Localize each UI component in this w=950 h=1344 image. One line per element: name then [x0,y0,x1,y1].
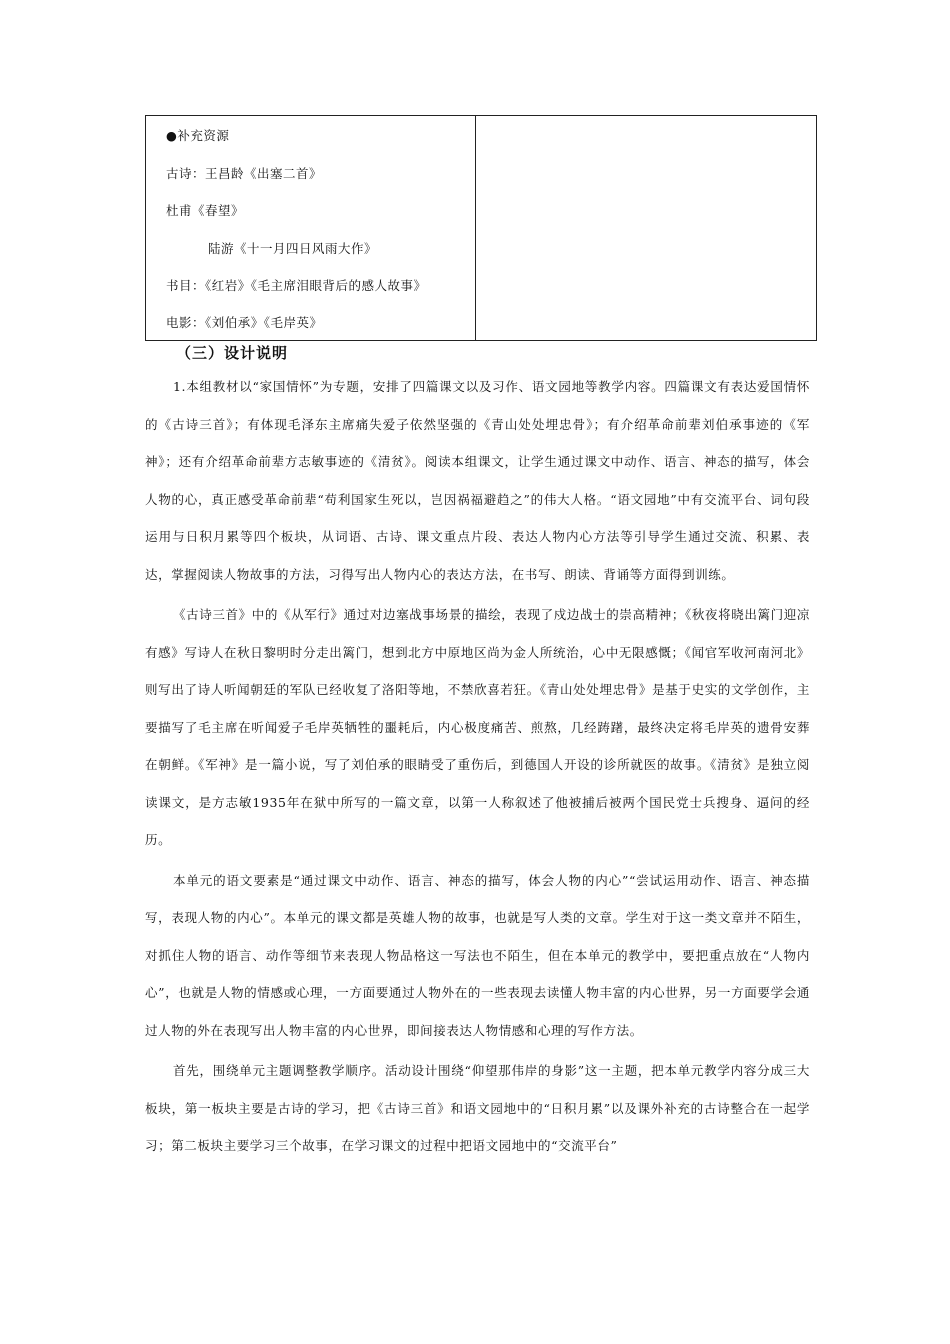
paragraph-4: 首先，围绕单元主题调整教学顺序。活动设计围绕“仰望那伟岸的身影”这一主题，把本单元教学内容分成三大板块，第一板块主要是古诗的学习，把《古诗三首》和语文园地中的“日积月累”以及课外补充的古诗整合在一起学习；第二板块主要学习三个故事，在学习课文的过程中把语文园地中的“交流平台” [145,1063,810,1153]
paragraph-3: 本单元的语文要素是“通过课文中动作、语言、神态的描写，体会人物的内心”“尝试运用动作、语言、神态描写，表现人物的内心”。本单元的课文都是英雄人物的故事，也就是写人类的文章。学生对于这一类文章并不陌生，对抓住人物的语言、动作等细节来表现人物品格这一写法也不陌生，但在本单元的教学中，要把重点放在“人物内心”，也就是人物的情感或心理，一方面要通过人物外在的一些表现去读懂人物丰富的内心世界，另一方面要学会通过人物的外在表现写出人物丰富的内心世界，即间接表达人物情感和心理的写作方法。 [145,872,810,1038]
resource-line-luyou: 陆游《十一月四日风雨大作》 [208,241,378,256]
paragraph-1: 1.本组教材以“家国情怀”为专题，安排了四篇课文以及习作、语文园地等教学内容。四篇课文有表达爱国情怀的《古诗三首》；有体现毛泽东主席痛失爱子依然坚强的《青山处处埋忠骨》；有介绍革命前辈刘伯承事迹的《军神》；还有介绍革命前辈方志敏事迹的《清贫》。阅读本组课文，让学生通过课文中动作、语言、神态的描写，体会人物的心，真正感受革命前辈“苟利国家生死以，岂因祸福避趋之”的伟大人格。“语文园地”中有交流平台、词句段运用与日积月累等四个板块，从词语、古诗、课文重点片段、表达人物内心方法等引导学生通过交流、积累、表达，掌握阅读人物故事的方法，习得写出人物内心的表达方法，在书写、朗读、背诵等方面得到训练。 [145,379,810,582]
resource-line-poems: 古诗：王昌龄《出塞二首》 [166,166,323,181]
section-title: （三）设计说明 [176,344,289,362]
resources-heading: ●补充资源 [166,128,230,143]
resource-line-dufu: 杜甫《春望》 [166,203,245,218]
resources-table [145,115,817,341]
resource-line-books: 书目：《红岩》《毛主席泪眼背后的感人故事》 [166,278,427,293]
empty-cell [476,116,817,341]
paragraph-2: 《古诗三首》中的《从军行》通过对边塞战事场景的描绘，表现了戍边战士的崇高精神；《秋夜将晓出篱门迎凉有感》写诗人在秋日黎明时分走出篱门，想到北方中原地区尚为金人所统治，心中无限感慨；《闻官军收河南河北》则写出了诗人听闻朝廷的军队已经收复了洛阳等地，不禁欣喜若狂。《青山处处埋忠骨》是基于史实的文学创作，主要描写了毛主席在听闻爱子毛岸英牺牲的噩耗后，内心极度痛苦、煎熬，几经踌躇，最终决定将毛岸英的遗骨安葬在朝鲜。《军神》是一篇小说，写了刘伯承的眼睛受了重伤后，到德国人开设的诊所就医的故事。《清贫》是独立阅读课文，是方志敏1935年在狱中所写的一篇文章，以第一人称叙述了他被捕后被两个国民党士兵搜身、逼问的经历。 [145,607,810,847]
resource-line-films: 电影：《刘伯承》《毛岸英》 [166,315,323,330]
resources-cell [146,116,476,341]
design-notes [145,368,810,1168]
